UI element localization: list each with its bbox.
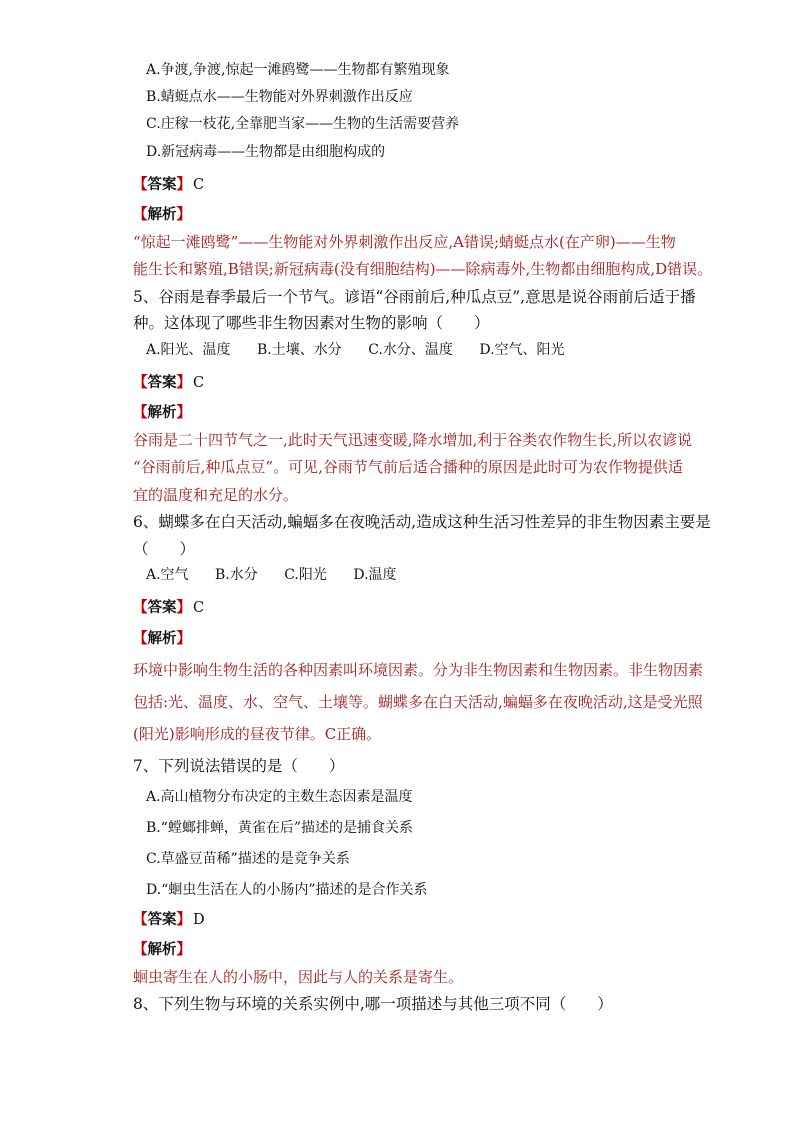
q5-option-d: D.空气、阳光	[479, 342, 565, 358]
q4-option-a: A.争渡,争渡,惊起一滩鸥鹭——生物都有繁殖现象	[146, 62, 450, 78]
q4-analysis-label: 【解析】	[133, 206, 191, 223]
q4-option-c: C.庄稼一枝花,全靠肥当家——生物的生活需要营养	[146, 116, 460, 132]
q7-answer: 【答案】 D	[133, 911, 205, 928]
q7-analysis-label: 【解析】	[133, 941, 191, 958]
q5-option-c: C.水分、温度	[368, 342, 453, 358]
q6-answer: 【答案】 C	[133, 599, 205, 616]
q6-explanation-line: (阳光)影响形成的昼夜节律。C正确。	[133, 725, 382, 743]
q7-option-d: D.“蛔虫生活在人的小肠内”描述的是合作关系	[146, 882, 428, 898]
q4-option-d: D.新冠病毒——生物都是由细胞构成的	[146, 144, 386, 160]
q7-option-c: C.草盛豆苗稀”描述的是竞争关系	[146, 851, 350, 867]
q6-option-a: A.空气	[146, 567, 189, 583]
q6-option-c: C.阳光	[284, 567, 327, 583]
q6-analysis-label: 【解析】	[133, 630, 191, 647]
q6-options	[146, 565, 397, 585]
q6-option-b: B.水分	[215, 567, 258, 583]
q5-explanation-line: 谷雨是二十四节气之一,此时天气迅速变暖,降水增加,利于谷类农作物生长,所以农谚说	[133, 431, 693, 449]
q5-answer: 【答案】 C	[133, 374, 205, 391]
q4-explanation-line: “惊起一滩鸥鹭”——生物能对外界刺激作出反应,A错误;蜻蜓点水(在产卵)——生物	[133, 233, 676, 251]
q6-explanation-line: 包括:光、温度、水、空气、土壤等。蝴蝶多在白天活动,蝙蝠多在夜晚活动,这是受光照	[133, 693, 703, 711]
q5-explanation-line: 宜的温度和充足的水分。	[133, 486, 299, 504]
q5-options	[146, 340, 565, 360]
q4-explanation-line: 能生长和繁殖,B错误;新冠病毒(没有细胞结构)——除病毒外,生物都由细胞构成,D错误。	[133, 260, 713, 278]
q7-option-a: A.高山植物分布决定的主数生态因素是温度	[146, 789, 413, 805]
q5-explanation-line: “谷雨前后,种瓜点豆”。可见,谷雨节气前后适合播种的原因是此时可为农作物提供适	[133, 458, 683, 476]
q7-explanation-line: 蛔虫寄生在人的小肠中，因此与人的关系是寄生。	[133, 968, 464, 986]
q6-stem-line: 6、蝴蝶多在白天活动,蝙蝠多在夜晚活动,造成这种生活习性差异的非生物因素主要是	[133, 513, 711, 531]
q6-option-d: D.温度	[353, 567, 397, 583]
q5-option-b: B.土壤、水分	[257, 342, 342, 358]
q5-option-a: A.阳光、温度	[146, 342, 231, 358]
q5-stem-line: 种。这体现了哪些非生物因素对生物的影响（ ）	[133, 314, 490, 332]
q6-stem-line: （ ）	[133, 540, 196, 558]
q4-option-b: B.蜻蜓点水——生物能对外界刺激作出反应	[146, 89, 413, 105]
q6-explanation-line: 环境中影响生物生活的各种因素叫环境因素。分为非生物因素和生物因素。非生物因素	[133, 661, 704, 679]
q7-stem: 7、下列说法错误的是（ ）	[133, 757, 345, 775]
q5-analysis-label: 【解析】	[133, 404, 191, 421]
q8-stem: 8、下列生物与环境的关系实例中,哪一项描述与其他三项不同（ ）	[133, 995, 613, 1013]
q4-answer: 【答案】 C	[133, 176, 205, 193]
q7-option-b: B.“螳螂排蝉，黄雀在后”描述的是捕食关系	[146, 820, 414, 836]
q5-stem-line: 5、谷雨是春季最后一个节气。谚语“谷雨前后,种瓜点豆”,意思是说谷雨前后适于播	[133, 288, 696, 306]
